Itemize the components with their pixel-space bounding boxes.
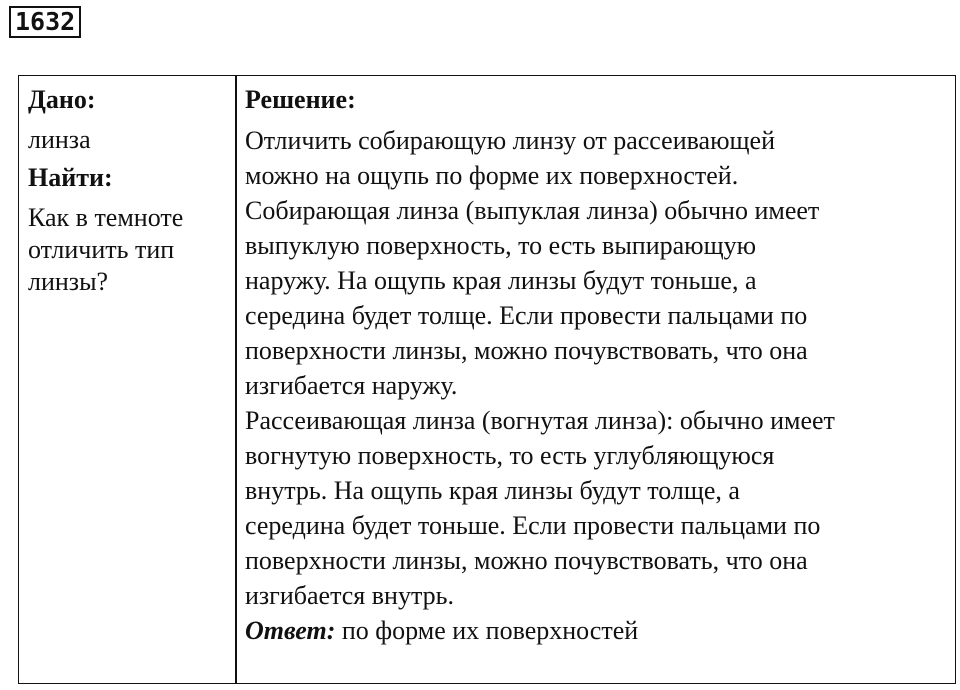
given-value: линза	[28, 125, 91, 154]
solution-line: внутрь. На ощупь края линзы будут толще, а	[245, 476, 740, 505]
answer-line	[245, 613, 950, 648]
solution-line: наружу. На ощупь края линзы будут тоньше, а	[245, 266, 757, 295]
solution-line: выпуклую поверхность, то есть выпирающую	[245, 231, 757, 260]
problem-number: 1632	[9, 6, 81, 38]
answer-text: по форме их поверхностей	[335, 616, 639, 645]
solution-line: вогнутую поверхность, то есть углубляющуюся	[245, 441, 775, 470]
solution-column	[245, 82, 950, 648]
solution-line: поверхности линзы, можно почувствовать, что она	[245, 546, 808, 575]
solution-line: Собирающая линза (выпуклая линза) обычно имеет	[245, 196, 820, 225]
find-question	[28, 202, 228, 298]
given-heading: Дано:	[28, 85, 96, 114]
given-column	[28, 82, 228, 298]
solution-table	[18, 75, 956, 684]
find-line: линзы?	[28, 267, 109, 296]
solution-line: изгибается наружу.	[245, 371, 458, 400]
solution-heading: Решение:	[245, 85, 356, 114]
solution-line: середина будет толще. Если провести пальцами по	[245, 301, 808, 330]
find-heading: Найти:	[28, 163, 113, 192]
find-line: Как в темноте	[28, 203, 184, 232]
solution-line: можно на ощупь по форме их поверхностей.	[245, 161, 739, 190]
solution-body	[245, 123, 950, 648]
find-line: отличить тип	[28, 235, 175, 264]
solution-line: изгибается внутрь.	[245, 581, 454, 610]
solution-line: Отличить собирающую линзу от рассеивающей	[245, 126, 775, 155]
solution-line: поверхности линзы, можно почувствовать, что она	[245, 336, 808, 365]
solution-line: Рассеивающая линза (вогнутая линза): обычно имеет	[245, 406, 835, 435]
solution-line: середина будет тоньше. Если провести пальцами по	[245, 511, 821, 540]
column-divider	[235, 76, 237, 683]
answer-label: Ответ:	[245, 616, 336, 645]
